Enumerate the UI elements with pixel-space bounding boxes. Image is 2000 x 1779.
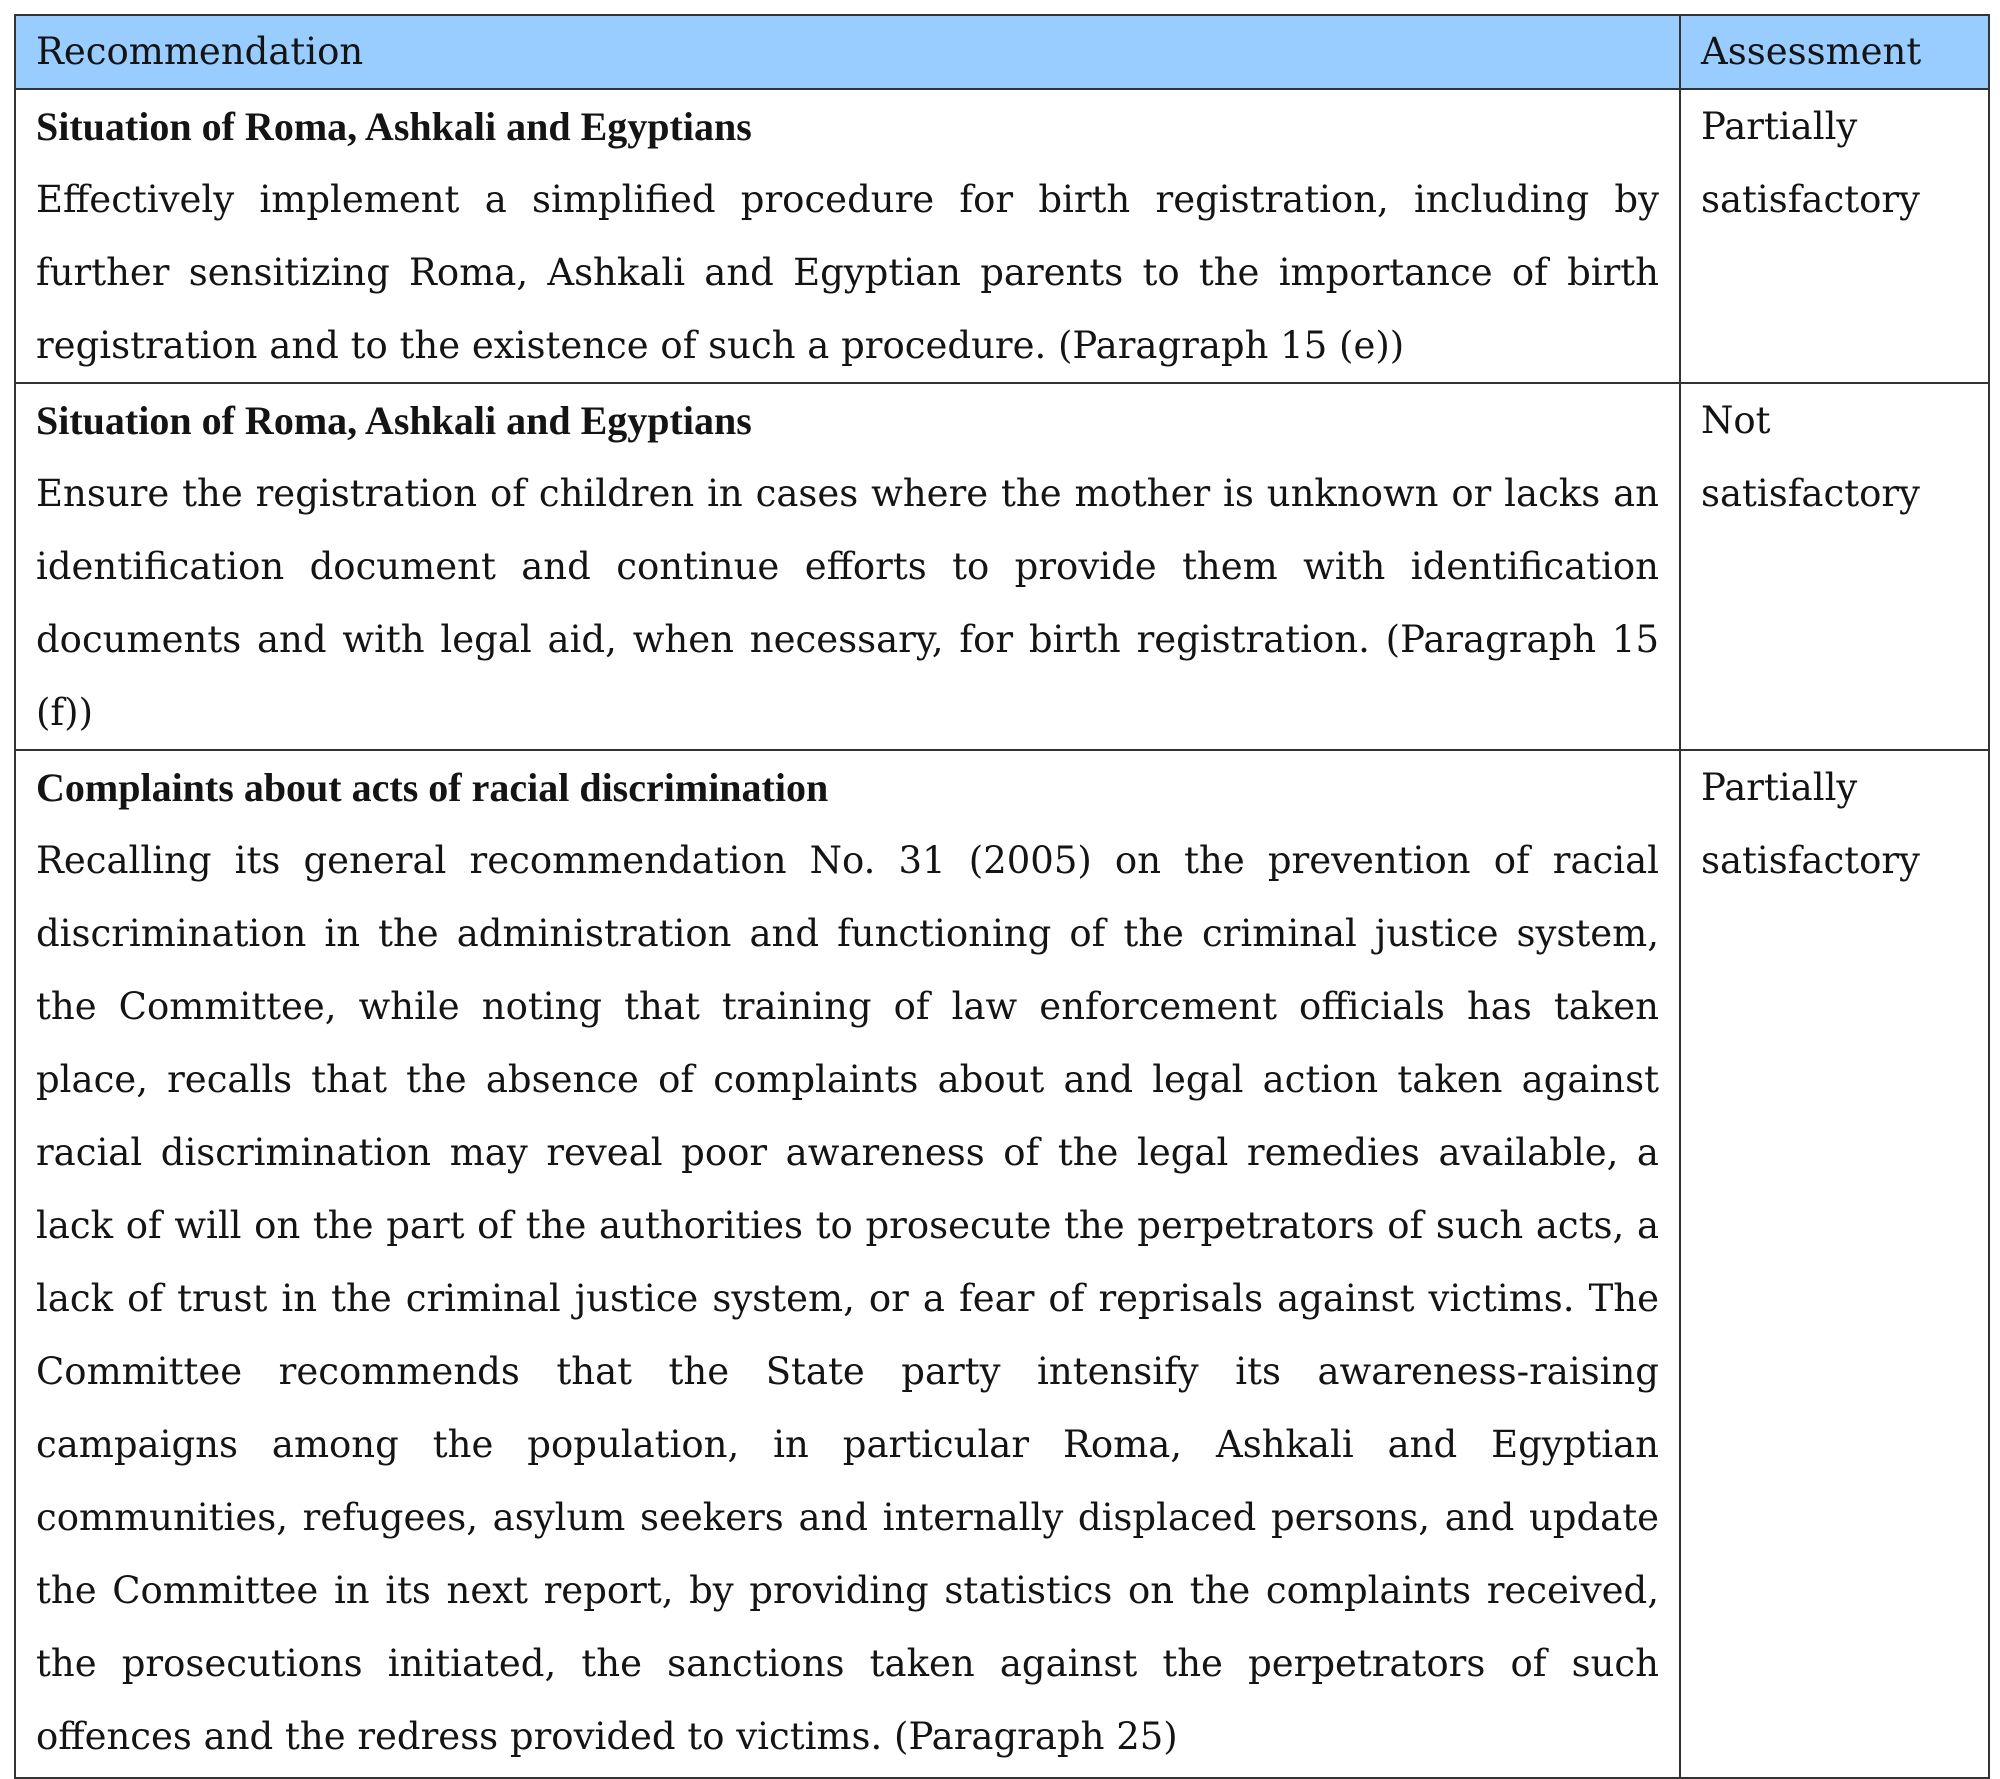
recommendation-title: Situation of Roma, Ashkali and Egyptians	[36, 398, 752, 443]
table-row	[15, 750, 1989, 1778]
recommendation-text: Recalling its general recommendation No. 31 (2005) on the prevention of racial discrimination in the administration and functioning of the criminal justice system, the Committee, while noting that training of law enforcement officials has taken place, recalls that the absence of complaints about and legal action taken against racial discrimination may reveal poor awareness of the legal remedies available, a lack of will on the part of the authorities to prosecute the perpetrators of such acts, a lack of trust in the criminal justice system, or a fear of reprisals against victims. The Committee recommends that the State party intensify its awareness-raising campaigns among the population, in particular Roma, Ashkali and Egyptian communities, refugees, asylum seekers and internally displaced persons, and update the Committee in its next report, by providing statistics on the complaints received, the prosecutions initiated, the sanctions taken against the perpetrators of such offences and the redress provided to victims. (Paragraph 25)	[36, 839, 1659, 1758]
assessment-table	[14, 14, 1990, 1779]
header-row	[15, 15, 1989, 89]
recommendation-cell	[15, 383, 1680, 750]
table-row	[15, 383, 1989, 750]
header-recommendation: Recommendation	[15, 15, 1680, 89]
table-row	[15, 89, 1989, 383]
assessment-cell	[1680, 383, 1989, 750]
assessment-cell	[1680, 750, 1989, 1778]
header-assessment: Assessment	[1680, 15, 1989, 89]
assessment-value: Not satisfactory	[1701, 399, 1920, 515]
recommendation-text: Ensure the registration of children in cases where the mother is unknown or lacks an identification document and continue efforts to provide them with identification documents and with legal aid, when necessary, for birth registration. (Paragraph 15 (f))	[36, 472, 1659, 734]
table-header	[15, 15, 1989, 89]
assessment-value: Partially satisfactory	[1701, 766, 1920, 882]
recommendation-title: Complaints about acts of racial discrimination	[36, 765, 829, 810]
recommendation-title: Situation of Roma, Ashkali and Egyptians	[36, 104, 752, 149]
recommendation-cell	[15, 89, 1680, 383]
assessment-value: Partially satisfactory	[1701, 105, 1920, 221]
assessment-cell	[1680, 89, 1989, 383]
table-body	[15, 89, 1989, 1778]
recommendation-text: Effectively implement a simplified procedure for birth registration, including by further sensitizing Roma, Ashkali and Egyptian parents to the importance of birth registration and to the existence of such a procedure. (Paragraph 15 (e))	[36, 178, 1659, 367]
recommendation-cell	[15, 750, 1680, 1778]
